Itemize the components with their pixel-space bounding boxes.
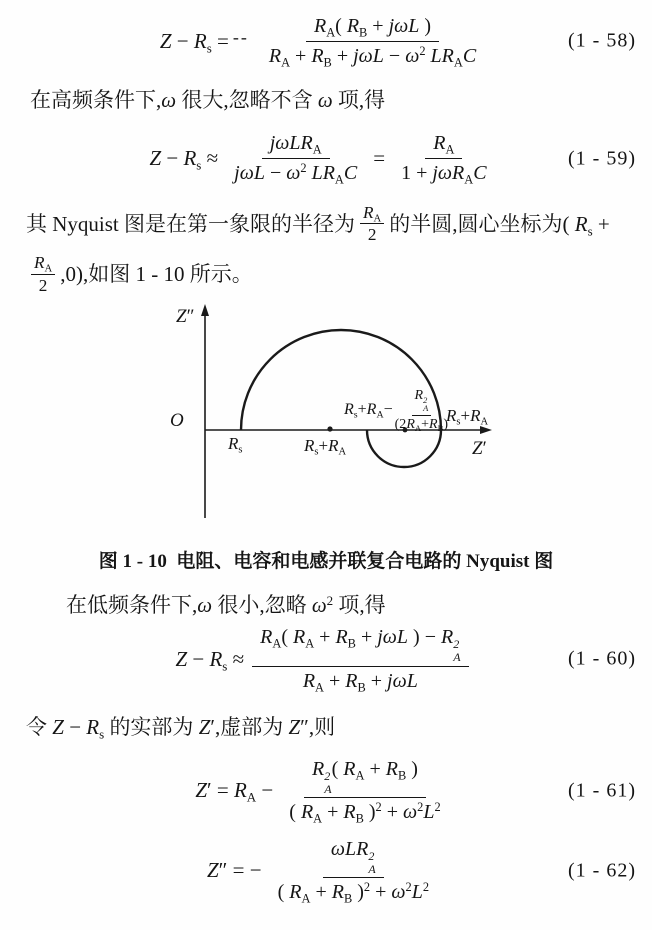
- text-run: 的半圆,圆心坐标为( $R_s$ +: [389, 211, 610, 239]
- equation-lhs: $Z - R_s$ ≈: [149, 146, 219, 173]
- equation-lhs: $Z - R_s$ ≈: [175, 646, 245, 674]
- fraction: [261, 14, 484, 69]
- loop-label-fraction: [395, 388, 448, 433]
- fraction: [226, 131, 365, 186]
- paragraph-real-imag: 令 $Z - R_s$ 的实部为 Z′,虚部为 Z″,则: [26, 715, 336, 742]
- fraction-denominator: $j\omega L - \omega^2$ $LR_AC$: [234, 161, 358, 187]
- scan-artifact: --: [232, 26, 249, 47]
- equation-lhs: Z″ = −: [206, 858, 262, 883]
- equation-1-61: [0, 750, 652, 832]
- equation-1-62: [0, 832, 652, 910]
- equation-number: (1 - 59): [568, 147, 636, 170]
- fraction-denominator: ( $R_A + R_B$ )$^2 + \omega^2L^2$: [277, 880, 430, 906]
- fraction: [393, 131, 494, 186]
- large-circle-center-point: [327, 426, 332, 431]
- text-run: ,0),如图 1 - 10 所示。: [60, 262, 253, 287]
- equation-lhs: $Z' = R_A$ −: [195, 778, 274, 805]
- fraction-denominator: $R_A + R_B + j\omega L$: [302, 669, 418, 694]
- paragraph-nyquist-line1: [0, 203, 652, 246]
- equals-sign: =: [373, 146, 386, 171]
- fraction-numerator: $R_A$( $R_A + R_B + j\omega L$ ) − R 2 A: [252, 625, 468, 667]
- right-axis-label: $R_s+R_A$: [446, 405, 489, 428]
- equation-1-60: [0, 623, 652, 695]
- fraction-denominator: ( $R_A + R_B$ )$^2 + \omega^2L^2$: [289, 800, 441, 826]
- fraction-numerator: $R_A$( $R_B + j\omega L$ ): [306, 14, 439, 42]
- equation-number: (1 - 58): [568, 29, 636, 52]
- fraction: [281, 757, 448, 826]
- loop-label-prefix: $R_s+R_A-$: [344, 401, 393, 421]
- fraction-denominator: 1 + jωR$_A$C: [401, 162, 487, 187]
- nyquist-figure: [0, 300, 652, 532]
- fraction-numerator: $R_A$: [31, 253, 55, 275]
- fraction: [270, 837, 437, 906]
- inductive-loop: [367, 430, 441, 467]
- fraction-numerator: $R_A$: [360, 203, 384, 225]
- paragraph-low-freq: 在低频条件下,ω 很小,忽略 $\omega^2$ 项,得: [66, 592, 386, 617]
- paragraph-high-freq: 在高频条件下,ω 很大,忽略不含 ω 项,得: [30, 88, 386, 112]
- fraction-denominator: 2: [367, 225, 377, 245]
- equation-1-59: [0, 121, 652, 197]
- x-axis-label: Z′: [472, 437, 487, 459]
- nyquist-plot-canvas: [0, 300, 652, 532]
- equation-1-58: [0, 12, 652, 70]
- inline-fraction-ra-over-2: [31, 253, 55, 296]
- equation-number: (1 - 61): [568, 779, 636, 802]
- fraction-denominator: 2: [38, 275, 48, 295]
- equation-number: (1 - 60): [568, 647, 636, 670]
- fraction-numerator: R 2 A: [412, 388, 432, 416]
- rs-axis-label: $R_s$: [228, 433, 243, 456]
- equation-number: (1 - 62): [568, 859, 636, 882]
- text-run: 其 Nyquist 图是在第一象限的半径为: [26, 211, 356, 236]
- fraction-denominator: $(2R_A+R_B)$: [394, 417, 449, 434]
- fraction-numerator: $R_A$: [425, 131, 462, 159]
- y-axis-label: Z″: [176, 305, 195, 327]
- y-axis-arrow: [201, 304, 209, 316]
- fraction-numerator: jωLR$_A$: [262, 131, 330, 159]
- loop-intercept-label: [344, 388, 448, 433]
- origin-label: O: [170, 409, 184, 431]
- figure-caption: 图 1 - 10 电阻、电容和电感并联复合电路的 Nyquist 图: [98, 550, 554, 572]
- center-axis-label: $R_s+R_A$: [304, 435, 347, 458]
- fraction: [252, 625, 468, 694]
- inline-fraction-ra-over-2: [360, 203, 384, 246]
- paragraph-nyquist-line2: [0, 253, 652, 296]
- fraction-denominator: $R_A + R_B + j\omega L - \omega^2$ $LR_AC$: [268, 43, 477, 69]
- equation-lhs: $Z - R_s$ =: [159, 28, 229, 56]
- fraction-numerator: R 2 A ( $R_A + R_B$ ): [304, 757, 426, 799]
- fraction-numerator: ωLR 2 A: [323, 837, 384, 879]
